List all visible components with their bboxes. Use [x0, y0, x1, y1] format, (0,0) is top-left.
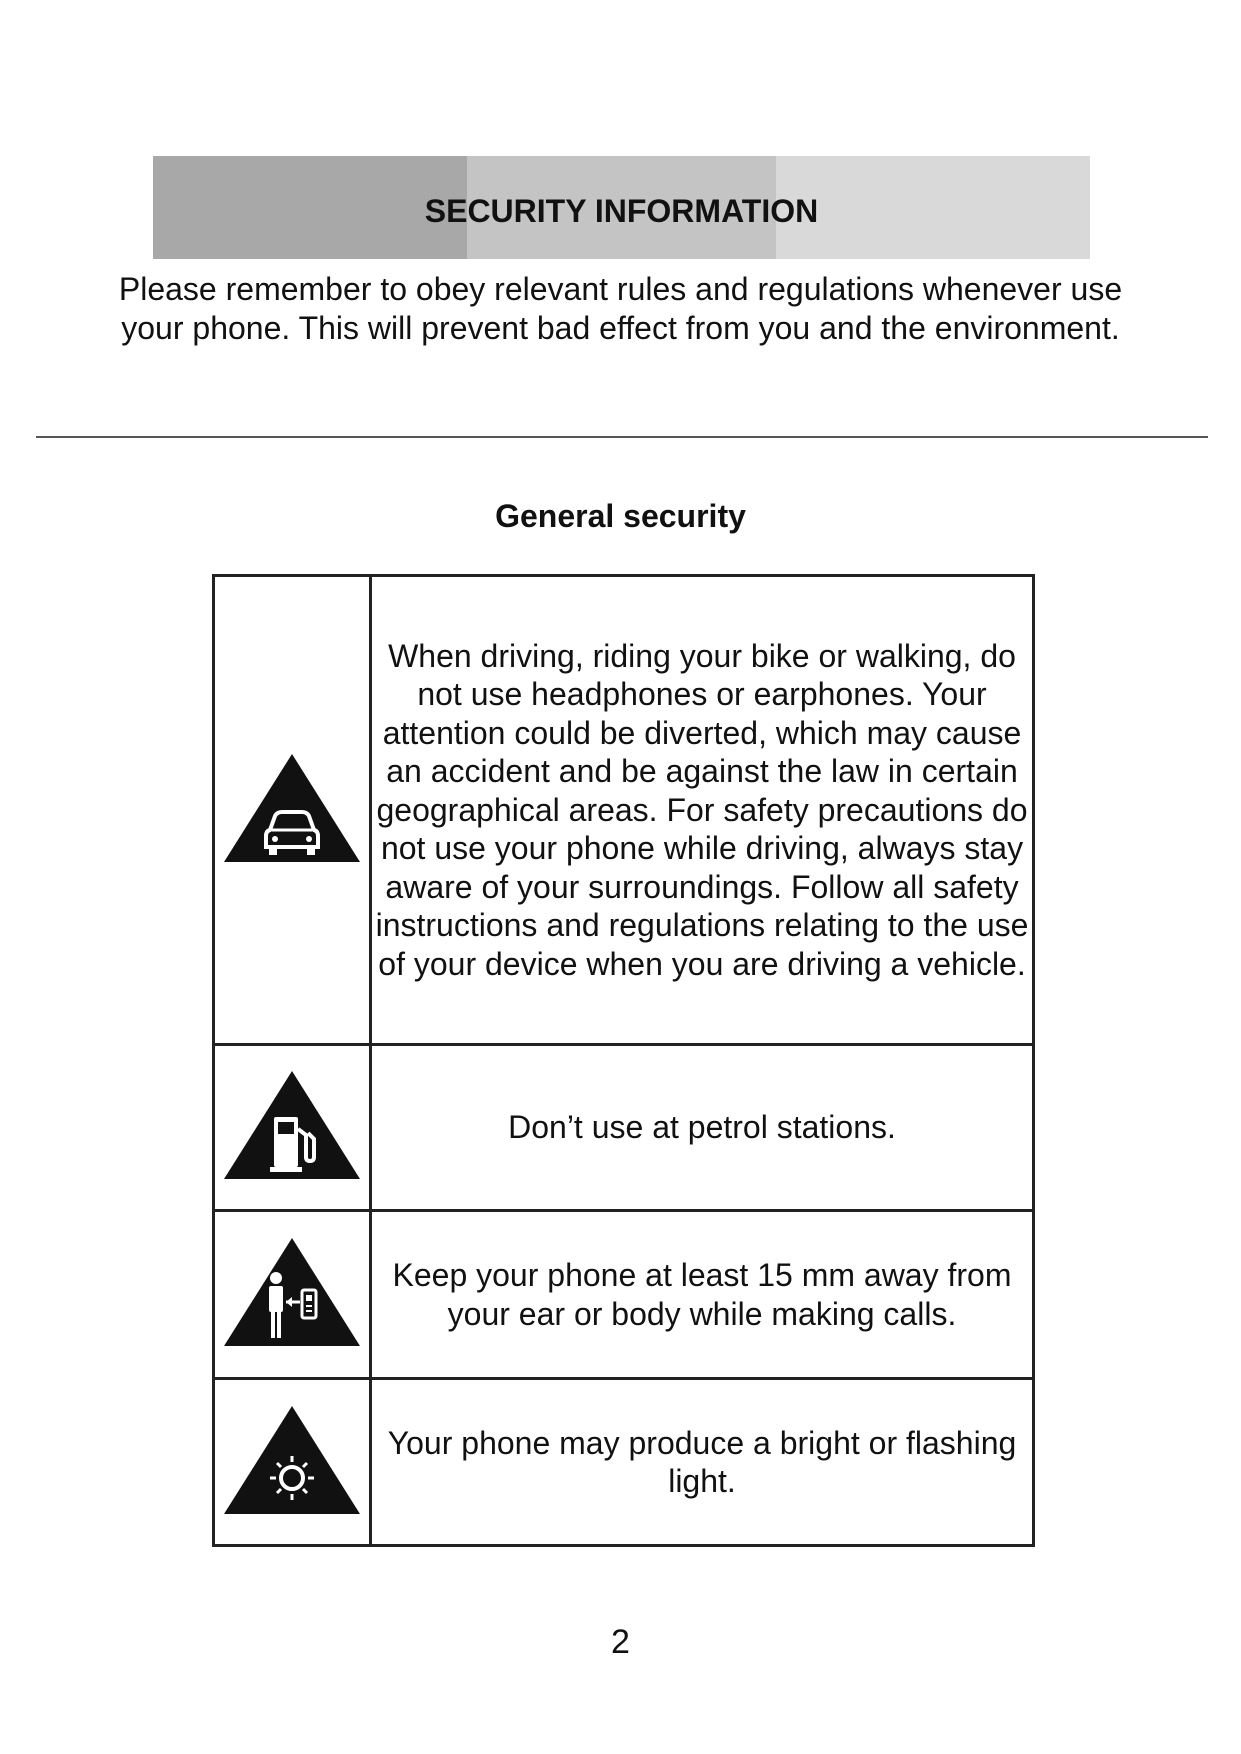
icon-cell [214, 576, 371, 1045]
icon-cell [214, 1379, 371, 1546]
row-text: When driving, riding your bike or walking, do not use headphones or earphones. Your attention could be diverted, which may cause an accident and be against the law in certain geographical areas. For safety precautions do not use your phone while driving, always stay aware of your surroundings. Follow all safety instructions and regulations relating to the use of your device when you are driving a vehicle. [371, 576, 1034, 1045]
page-number: 2 [611, 1623, 630, 1661]
table-row [214, 1045, 1034, 1211]
divider [36, 436, 1208, 438]
safety-table [212, 574, 1035, 1547]
bright-light-warning-icon [222, 1404, 362, 1521]
table-row [214, 1210, 1034, 1379]
fuel-pump-warning-icon [222, 1069, 362, 1186]
row-text: Don’t use at petrol stations. [371, 1045, 1034, 1211]
row-text: Keep your phone at least 15 mm away from your ear or body while making calls. [371, 1210, 1034, 1379]
icon-cell [214, 1045, 371, 1211]
section-title: General security [495, 498, 746, 534]
page-title: SECURITY INFORMATION [424, 193, 819, 229]
table-row [214, 1379, 1034, 1546]
row-text: Your phone may produce a bright or flashing light. [371, 1379, 1034, 1546]
body-distance-warning-icon [222, 1236, 362, 1353]
table-row [214, 576, 1034, 1045]
icon-cell [214, 1210, 371, 1379]
intro-paragraph: Please remember to obey relevant rules and regulations whenever use your phone. This will prevent bad effect from you and the environment. [118, 271, 1123, 346]
car-warning-icon [222, 752, 362, 869]
